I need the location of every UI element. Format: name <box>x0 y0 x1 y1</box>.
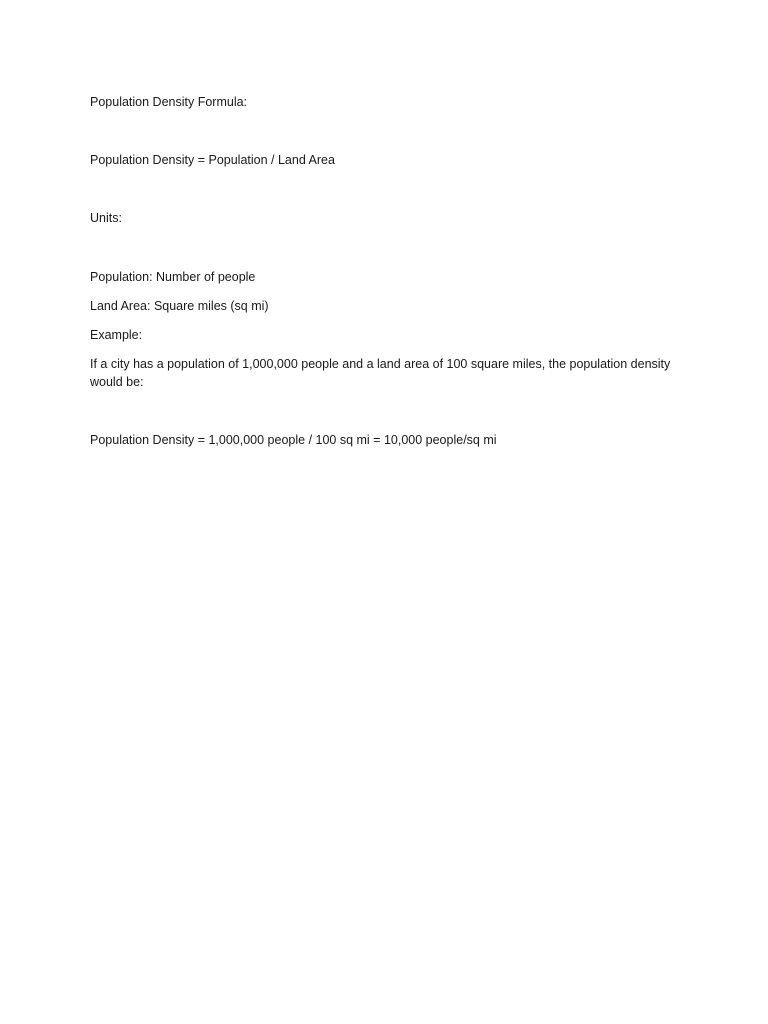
example-result: Population Density = 1,000,000 people / 100 sq mi = 10,000 people/sq mi <box>90 433 497 447</box>
unit-population: Population: Number of people <box>90 270 256 284</box>
units-heading: Units: <box>90 211 122 225</box>
example-heading: Example: <box>90 328 143 342</box>
unit-land-area: Land Area: Square miles (sq mi) <box>90 299 269 313</box>
example-text: If a city has a population of 1,000,000 people and a land area of 100 square miles, the population density would be: <box>90 357 671 389</box>
formula-heading: Population Density Formula: <box>90 95 248 109</box>
formula-text: Population Density = Population / Land Area <box>90 153 335 167</box>
